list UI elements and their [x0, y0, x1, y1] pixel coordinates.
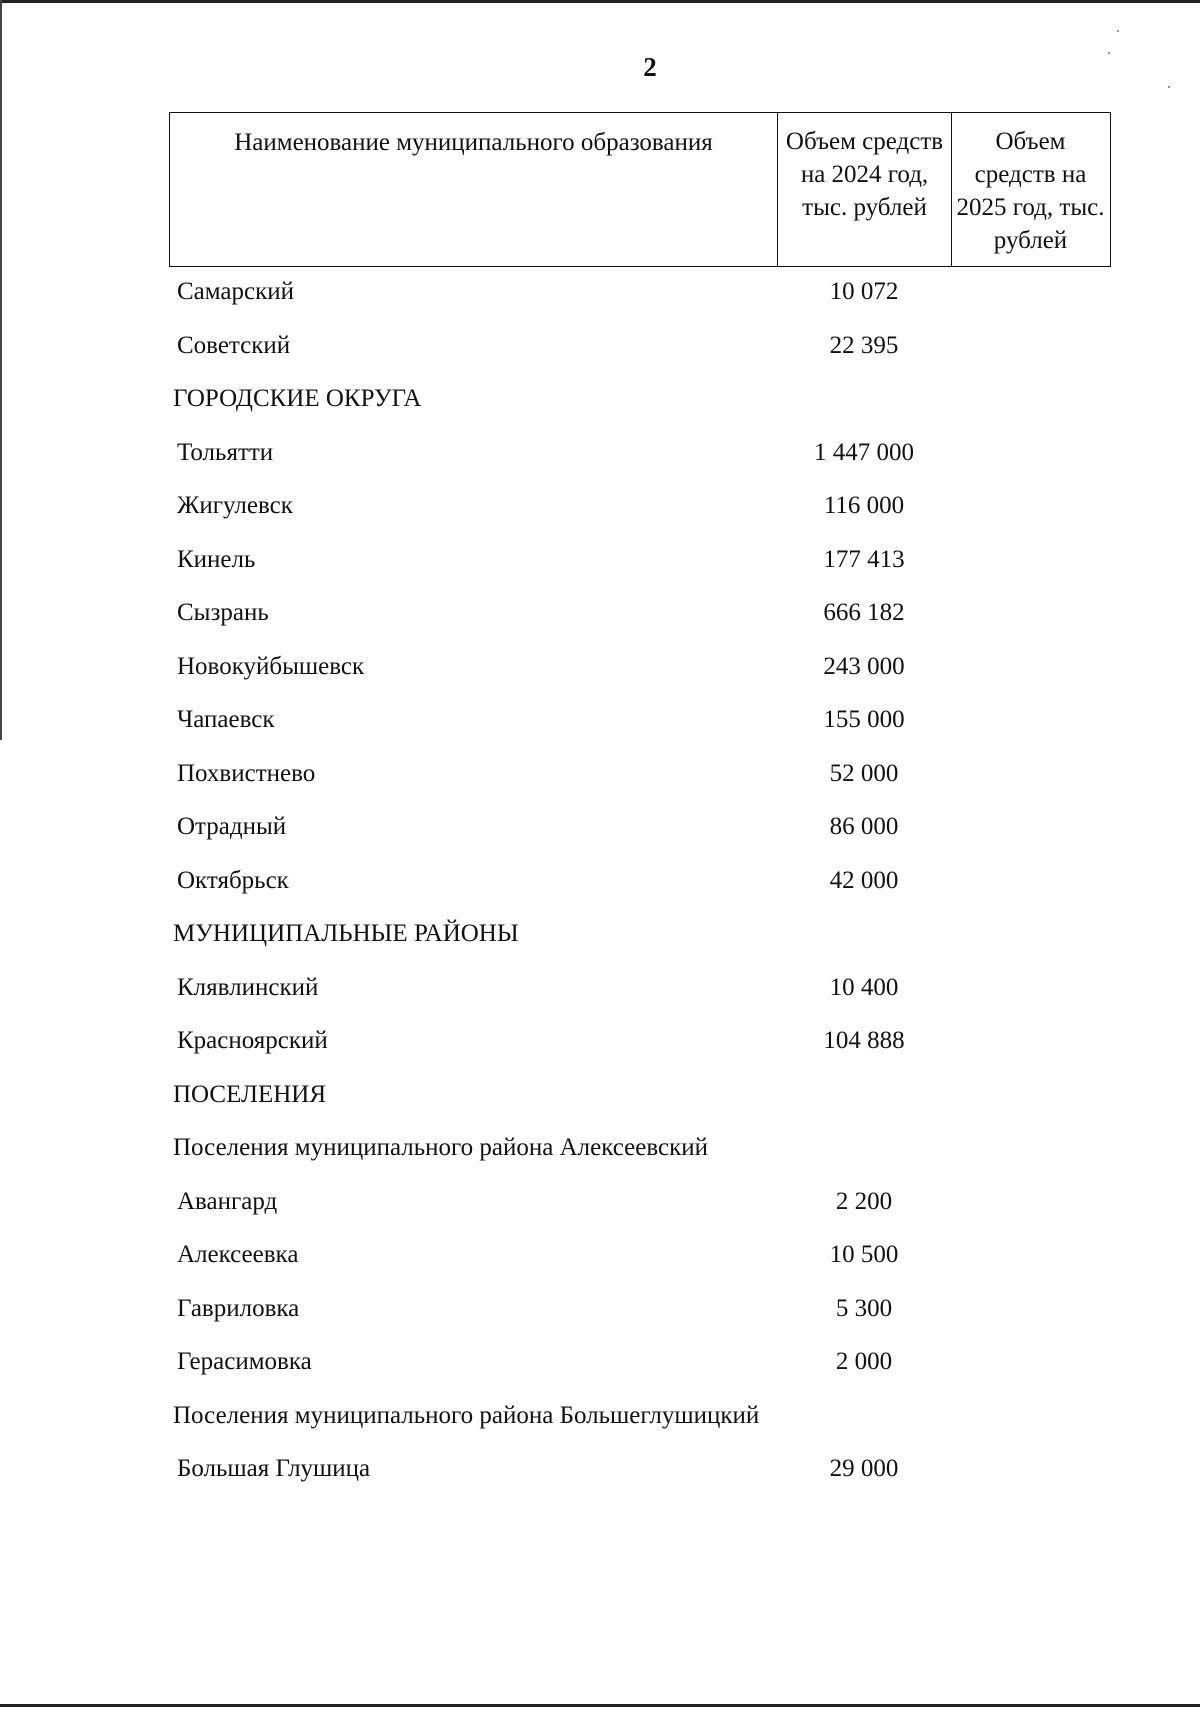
municipality-name: Красноярский [177, 1027, 328, 1054]
section-row [0, 910, 1200, 964]
volume-2024-value: 116 000 [823, 492, 905, 519]
scan-speck [1168, 86, 1170, 88]
section-row [0, 1071, 1200, 1125]
volume-2024-value: 2 200 [835, 1187, 893, 1215]
table-row [0, 536, 1200, 590]
volume-2024-value: 104 888 [823, 1027, 905, 1054]
municipality-name: Октябрьск [177, 866, 289, 894]
municipality-name: Тольятти [177, 438, 274, 466]
table-row [0, 1445, 1200, 1499]
column-header-2025: Объем средств на 2025 год, тыс. рублей [956, 128, 1105, 254]
table-row [0, 1017, 1200, 1071]
volume-2024-value: 155 000 [823, 706, 905, 733]
section-title: Поселения муниципального района Алексеевский [173, 1134, 709, 1161]
column-header-name: Наименование муниципального образования [170, 113, 778, 266]
volume-2024-value: 10 072 [829, 278, 899, 305]
page-border-top [0, 0, 1200, 3]
table-row [0, 803, 1200, 857]
table-row [0, 696, 1200, 750]
table-row [0, 429, 1200, 483]
section-title: Поселения муниципального района Большеглушицкий [173, 1401, 760, 1429]
table-row [0, 1338, 1200, 1392]
volume-2024-value: 2 000 [835, 1348, 893, 1375]
municipality-name: Герасимовка [177, 1348, 312, 1375]
volume-2024-value: 52 000 [829, 759, 899, 787]
municipality-name: Алексеевка [177, 1241, 299, 1268]
table-row [0, 1178, 1200, 1232]
municipality-name: Большая Глушица [177, 1455, 371, 1482]
section-title: ПОСЕЛЕНИЯ [173, 1080, 327, 1108]
volume-2024-value: 177 413 [823, 545, 905, 573]
municipality-name: Гавриловка [177, 1294, 300, 1322]
volume-2024-value: 86 000 [829, 813, 899, 840]
table-header [169, 112, 1111, 267]
volume-2024-value: 5 300 [835, 1294, 893, 1322]
table-row [0, 482, 1200, 536]
page-border-bottom [0, 1704, 1200, 1707]
municipality-name: Новокуйбышевск [177, 652, 365, 680]
volume-2024-value: 22 395 [829, 331, 899, 359]
volume-2024-value: 29 000 [829, 1455, 899, 1482]
volume-2024-value: 10 400 [829, 973, 899, 1001]
table-row [0, 857, 1200, 911]
scan-speck [1108, 52, 1110, 54]
table-row [0, 964, 1200, 1018]
table-row [0, 750, 1200, 804]
table-row [0, 1285, 1200, 1339]
page-number: 2 [643, 52, 657, 82]
municipality-name: Сызрань [177, 599, 269, 626]
municipality-name: Чапаевск [177, 706, 275, 733]
table-row [0, 643, 1200, 697]
table-body [0, 268, 1200, 1499]
section-row [0, 1392, 1200, 1446]
table-row [0, 268, 1200, 322]
column-header-2024: Объем средств на 2024 год, тыс. рублей [778, 113, 952, 266]
municipality-name: Авангард [177, 1187, 278, 1215]
municipality-name: Советский [177, 331, 291, 359]
volume-2024-value: 666 182 [823, 599, 905, 626]
municipality-name: Кинель [177, 545, 256, 573]
section-title: ГОРОДСКИЕ ОКРУГА [173, 385, 422, 412]
section-row [0, 375, 1200, 429]
table-row [0, 322, 1200, 376]
section-title: МУНИЦИПАЛЬНЫЕ РАЙОНЫ [173, 920, 519, 947]
municipality-name: Похвистнево [177, 759, 316, 787]
scan-speck [1117, 30, 1119, 32]
table-row [0, 589, 1200, 643]
municipality-name: Жигулевск [177, 492, 293, 519]
volume-2024-value: 243 000 [823, 652, 905, 680]
section-row [0, 1124, 1200, 1178]
municipality-name: Самарский [177, 278, 295, 305]
table-row [0, 1231, 1200, 1285]
volume-2024-value: 1 447 000 [814, 438, 914, 466]
volume-2024-value: 42 000 [829, 866, 899, 894]
municipality-name: Клявлинский [177, 973, 319, 1001]
municipality-name: Отрадный [177, 813, 287, 840]
volume-2024-value: 10 500 [829, 1241, 899, 1268]
